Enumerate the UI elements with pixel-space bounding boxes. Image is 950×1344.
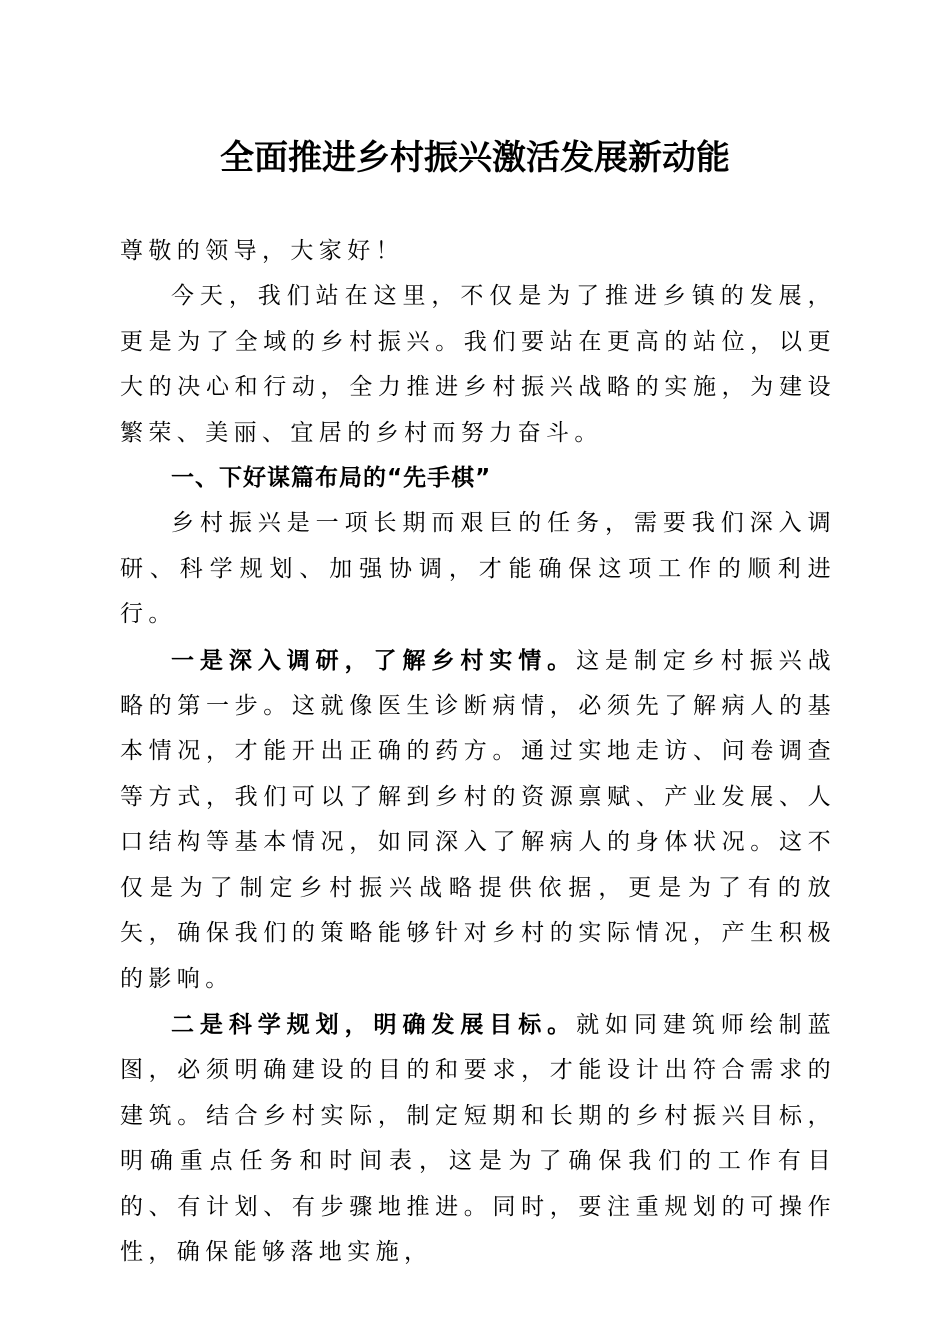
document-body (120, 229, 836, 1275)
section-intro-paragraph: 乡村振兴是一项长期而艰巨的任务，需要我们深入调研、科学规划、加强协调，才能确保这项工作的顺利进行。 (120, 510, 836, 628)
point-one-lead: 一是深入调研，了解乡村实情。 (171, 646, 577, 674)
point-one-paragraph (120, 638, 836, 1002)
point-two-paragraph (120, 1002, 836, 1275)
document-title: 全面推进乡村振兴激活发展新动能 (220, 138, 730, 178)
section-heading: 一、下好谋篇布局的“先手棋” (171, 465, 492, 492)
point-one-text: 这是制定乡村振兴战略的第一步。这就像医生诊断病情，必须先了解病人的基本情况，才能开出正确的药方。通过实地走访、问卷调查等方式，我们可以了解到乡村的资源禀赋、产业发展、人口结构等基本情况，如同深入了解病人的身体状况。这不仅是为了制定乡村振兴战略提供依据，更是为了有的放矢，确保我们的策略能够针对乡村的实际情况，产生积极的影响。 (120, 647, 836, 992)
greeting-paragraph: 尊敬的领导，大家好！ (120, 238, 404, 264)
intro-paragraph: 今天，我们站在这里，不仅是为了推进乡镇的发展，更是为了全域的乡村振兴。我们要站在更高的站位，以更大的决心和行动，全力推进乡村振兴战略的实施，为建设繁荣、美丽、宜居的乡村而努力奋斗。 (120, 283, 836, 446)
point-two-text: 就如同建筑师绘制蓝图，必须明确建设的目的和要求，才能设计出符合需求的建筑。结合乡村实际，制定短期和长期的乡村振兴目标，明确重点任务和时间表，这是为了确保我们的工作有目的、有计划、有步骤地推进。同时，要注重规划的可操作性，确保能够落地实施， (120, 1011, 836, 1265)
point-two-lead: 二是科学规划，明确发展目标。 (171, 1010, 577, 1038)
